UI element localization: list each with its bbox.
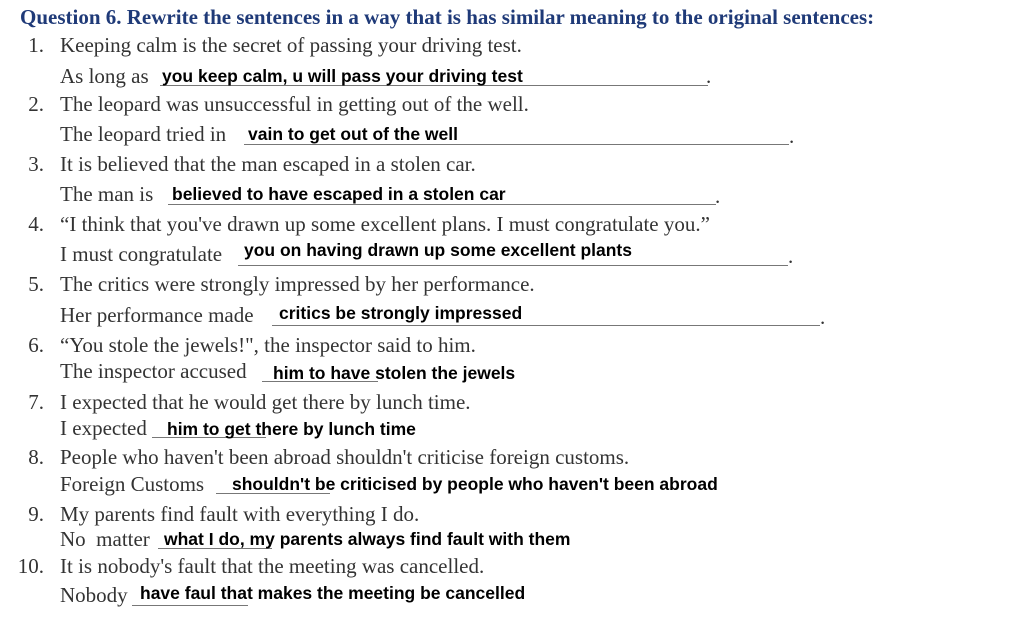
handwritten-answer[interactable]: him to get there by lunch time: [167, 419, 416, 439]
original-sentence: People who haven't been abroad shouldn't criticise foreign customs.: [60, 445, 630, 469]
question-title: Question 6. Rewrite the sentences in a way that is has similar meaning to the original sentences:: [20, 5, 875, 29]
answer-line: [132, 605, 248, 606]
answer-prompt: The man is: [60, 182, 154, 206]
item-number: 6.: [28, 333, 44, 357]
answer-row-2: [60, 122, 795, 148]
original-sentence: Keeping calm is the secret of passing your driving test.: [60, 33, 522, 57]
answer-line: [272, 325, 820, 326]
original-sentence: The leopard was unsuccessful in getting out of the well.: [60, 92, 529, 116]
item-number: 4.: [28, 212, 44, 236]
sentence-end: .: [788, 244, 794, 268]
answer-prompt: As long as: [60, 64, 149, 88]
answer-row-3: [60, 182, 721, 208]
item-number: 10.: [17, 554, 44, 578]
item-number: 7.: [28, 390, 44, 414]
answer-prompt: The inspector accused: [60, 359, 247, 383]
handwritten-answer[interactable]: shouldn't be criticised by people who haven't been abroad: [232, 474, 718, 494]
answer-row-1: [60, 64, 712, 89]
handwritten-answer[interactable]: have faul that makes the meeting be cancelled: [140, 583, 526, 603]
sentence-end: .: [789, 124, 795, 148]
item-number: 2.: [28, 92, 44, 116]
answer-row-9: [60, 527, 571, 552]
handwritten-answer[interactable]: what I do, my parents always find fault with them: [164, 529, 571, 549]
sentence-end: .: [706, 64, 712, 88]
answer-prompt: No matter: [60, 527, 150, 551]
answer-prompt: The leopard tried in: [60, 122, 227, 146]
handwritten-answer[interactable]: vain to get out of the well: [248, 124, 458, 144]
answer-line: [238, 265, 788, 266]
item-number: 9.: [28, 502, 44, 526]
handwritten-answer[interactable]: critics be strongly impressed: [279, 303, 523, 323]
answer-prompt: I must congratulate: [60, 242, 223, 266]
sentence-end: .: [820, 305, 826, 329]
answer-prompt: I expected: [60, 416, 147, 440]
original-sentence: It is believed that the man escaped in a stolen car.: [60, 152, 476, 176]
answer-prompt: Foreign Customs: [60, 472, 205, 496]
original-sentence: I expected that he would get there by lunch time.: [60, 390, 471, 414]
original-sentence: The critics were strongly impressed by her performance.: [60, 272, 535, 296]
handwritten-answer[interactable]: him to have stolen the jewels: [273, 363, 516, 383]
answer-row-4: [60, 240, 794, 268]
original-sentence: My parents find fault with everything I do.: [60, 502, 420, 526]
item-number: 3.: [28, 152, 44, 176]
sentence-end: .: [715, 184, 721, 208]
answer-row-10: [60, 583, 526, 608]
handwritten-answer[interactable]: you on having drawn up some excellent plants: [244, 240, 632, 260]
original-sentence: “I think that you've drawn up some excellent plans. I must congratulate you.”: [60, 212, 710, 236]
answer-row-6: [60, 359, 516, 384]
answer-row-7: [60, 416, 416, 441]
handwritten-answer[interactable]: believed to have escaped in a stolen car: [172, 184, 506, 204]
handwritten-answer[interactable]: you keep calm, u will pass your driving test: [162, 66, 523, 86]
item-number: 5.: [28, 272, 44, 296]
original-sentence: It is nobody's fault that the meeting was cancelled.: [60, 554, 485, 578]
answer-row-5: [60, 303, 826, 329]
answer-prompt: Nobody: [60, 583, 128, 607]
item-number: 1.: [28, 33, 44, 57]
answer-prompt: Her performance made: [60, 303, 254, 327]
original-sentence: “You stole the jewels!", the inspector said to him.: [60, 333, 476, 357]
answer-row-8: [60, 472, 718, 497]
item-number: 8.: [28, 445, 44, 469]
